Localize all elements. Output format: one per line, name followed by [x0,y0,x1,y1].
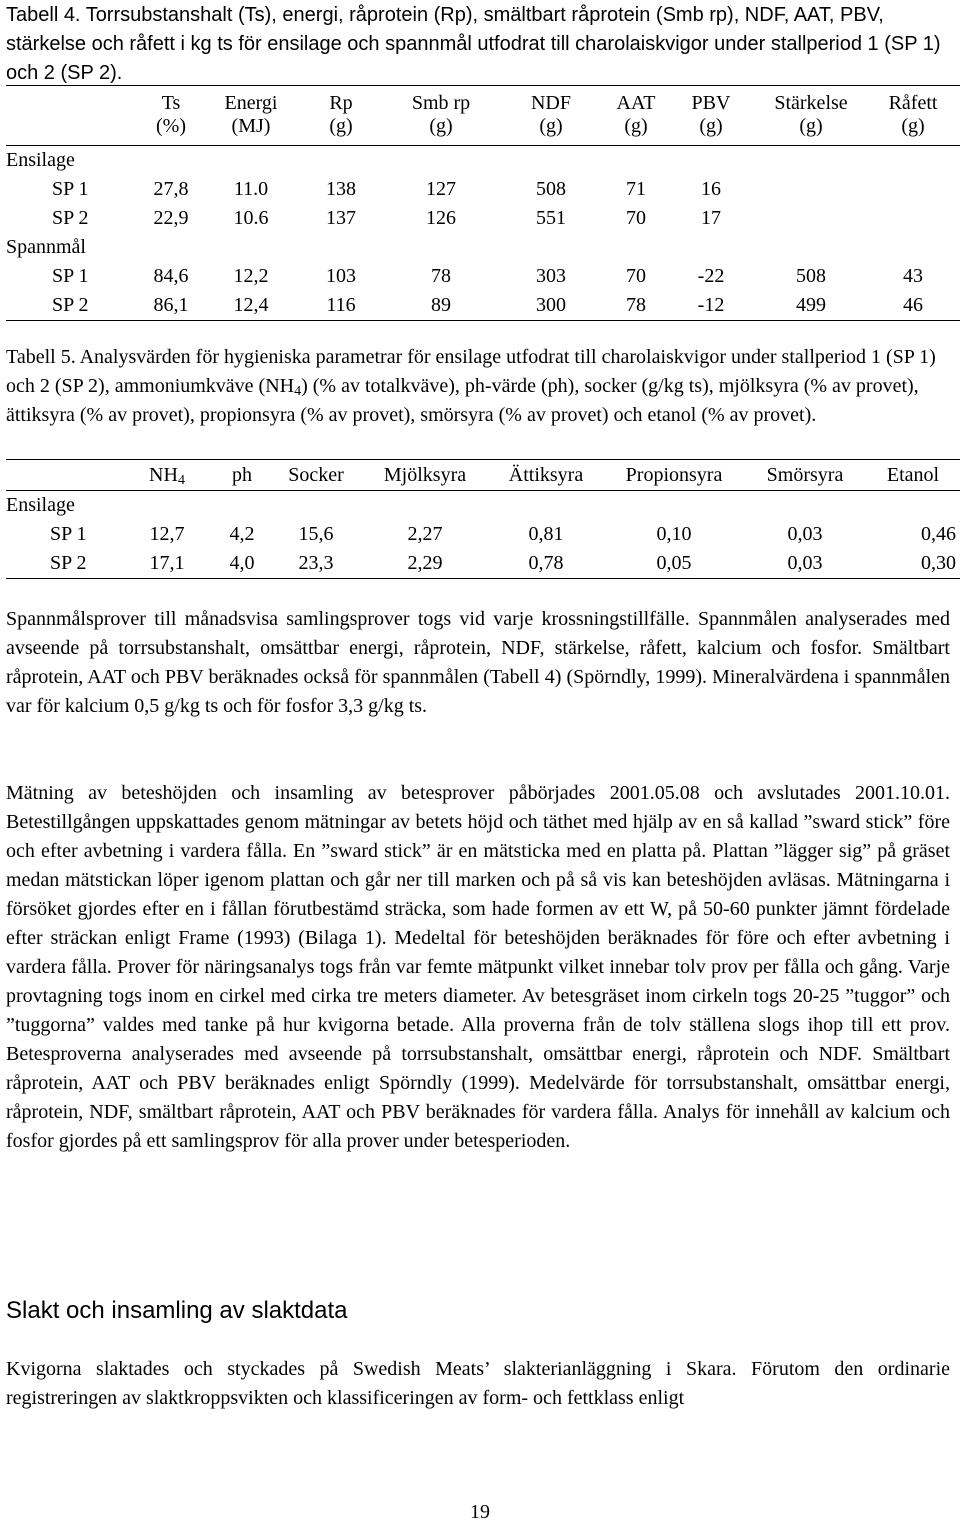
table5-col-name: Etanol [866,460,960,491]
table4-cell: 70 [626,265,646,287]
table5-col-name: NH [149,463,178,486]
table5-cell: 0,05 [656,552,692,574]
table4-cell: 17 [701,207,721,229]
table4-col-unit: (MJ) [206,115,296,146]
table4-col-name: Stärkelse [774,92,848,114]
table5-col-name: Mjölksyra [362,460,488,491]
table4-cell: 10.6 [233,207,269,229]
table-row [6,291,960,321]
table4-col-unit: (g) [866,115,960,146]
page-number: 19 [470,1501,490,1523]
table5-col-name: Propionsyra [604,460,744,491]
table4-col-name: AAT [616,92,656,114]
table5-row-label: SP 1 [50,523,87,545]
paragraph-grain-samples: Spannmålsprover till månadsvisa samlingsprover togs vid varje krossningstillfälle. Spannmålen analyserades med avseende på torrsubstanshalt, omsättbar energi, råprotein, NDF, stärkelse, råfett, kalcium och fosfor. Smältbart råprotein, AAT och PBV beräknades också för spannmålen (Tabell 4) (Spörndly, 1999). Mineralvärdena i spannmålen var för kalcium 0,5 g/kg ts och för fosfor 3,3 g/kg ts. [6,608,950,717]
table4-group-label: Spannmål [6,236,86,258]
table4-cell [756,204,866,233]
table5-cell: 0,10 [656,523,692,545]
table4-cell: 46 [903,294,923,316]
table4-cell: 103 [326,265,356,287]
table5-cell: 15,6 [298,523,334,545]
table4-cell: -12 [697,294,725,316]
table4-row-label: SP 2 [52,207,89,229]
table5-cell: 0,03 [787,523,823,545]
table5-col-name: Ättiksyra [488,460,604,491]
table-row [6,549,960,579]
table5-col-nh4 [120,460,214,491]
table4-corner [6,86,136,116]
table4-cell: 138 [326,178,356,200]
table4-col-name: Ts [161,92,181,114]
table4-cell: -22 [697,265,725,287]
table4-col-name: Energi [224,92,278,114]
table4-col-unit: (g) [296,115,386,146]
table4-header-units [6,115,960,146]
table5-caption-text: ) (% av totalkväve), ph-värde (ph), socker (g/kg ts), mjölksyra (% av provet), ättiksyra (% av provet), propionsyra (% av provet), smörsyra (% av provet) och etanol (% av provet). [6,375,919,426]
table4-group-row [6,146,960,176]
table4-caption: Tabell 4. Torrsubstanshalt (Ts), energi, råprotein (Rp), smältbart råprotein (Smb rp), NDF, AAT, PBV, stärkelse och råfett i kg ts för ensilage och spannmål utfodrat till charolaiskvigor under stallperiod 1 (SP 1) och 2 (SP 2). [6,4,941,84]
table5-cell: 0,46 [921,523,956,545]
table4-cell: 551 [536,207,566,229]
table5 [6,459,960,579]
table4-cell: 12,4 [233,294,269,316]
table-row [6,204,960,233]
table5-corner [6,460,120,491]
table5-cell: 23,3 [298,552,334,574]
table5-cell: 2,27 [407,523,443,545]
table-row [6,175,960,204]
table4-col-name: Rp [329,92,353,114]
table4-cell: 78 [626,294,646,316]
table-row [6,520,960,549]
table4-header-names [6,86,960,116]
table4-col-name: Smb rp [411,92,471,114]
table4-cell: 127 [426,178,456,200]
table5-cell: 0,03 [787,552,823,574]
table5-caption-text: Tabell 5. Analysvärden för hygieniska parametrar för ensilage utfodrat till charolaiskvigor under stallperiod 1 (SP 1) och 2 (SP 2), ammoniumkväve (NH [6,346,936,397]
table5-cell: 2,29 [407,552,443,574]
table5-group-label: Ensilage [6,494,75,516]
table5-col-name: Smörsyra [744,460,866,491]
table5-caption-subscript: 4 [294,384,302,399]
table4-col-name: Råfett [888,92,938,114]
table4-cell: 116 [326,294,356,316]
table4-cell: 508 [796,265,826,287]
table4-row-label: SP 1 [52,265,89,287]
table4-corner [6,115,136,146]
table5-caption [6,343,956,430]
table4-col-unit: (g) [666,115,756,146]
table4-cell: 16 [701,178,721,200]
table5-col-name: ph [214,460,270,491]
table4-cell: 12,2 [233,265,269,287]
table4-cell [756,175,866,204]
table4-cell: 303 [536,265,566,287]
table5-cell: 17,1 [149,552,185,574]
table5-cell: 4,0 [229,552,255,574]
table4-cell: 22,9 [153,207,189,229]
table4-cell: 78 [431,265,451,287]
section-heading: Slakt och insamling av slaktdata [6,1297,348,1324]
table4-col-unit: (%) [136,115,206,146]
table4-cell: 11.0 [233,178,269,200]
paragraph-slaughter: Kvigorna slaktades och styckades på Swedish Meats’ slakterianläggning i Skara. Förutom den ordinarie registreringen av slaktkroppsvikten och klassificeringen av form- och fettklass enligt [6,1358,950,1409]
table4-cell [866,204,960,233]
table5-col-name: Socker [270,460,362,491]
paragraph-pasture-measurement: Mätning av beteshöjden och insamling av betesprover påbörjades 2001.05.08 och avslutades 2001.10.01. Betestillgången uppskattades genom mätningar av betets höjd och täthet med hjälp av en så kallad ”sward stick” före och efter avbetning i vardera fålla. En ”sward stick” är en mätsticka med en platta på. Plattan ”lägger sig” på gräset medan mätstickan löper igenom plattan och går ner till marken och på så vis kan beteshöjden avläsas. Mätningarna i försöket gjordes efter en i fållan förutbestämd sträcka, som hade formen av ett W, på 50-60 punkter jämnt fördelade efter sträckan enligt Frame (1993) (Bilaga 1). Medeltal för beteshöjden beräknades för före och efter avbetning i vardera fålla. Prover för näringsanalys togs från var femte mätpunkt vilket innebar tolv prov per fålla och gång. Varje provtagning togs inom en cirkel med cirka tre meters diameter. Av betesgräset inom cirkeln togs 20-25 ”tuggor” och ”tuggorna” valdes med tanke på hur kvigorna betade. Alla proverna från de tolv ställena slogs ihop till ett prov. Betesproverna analyserades med avseende på torrsubstanshalt, omsättbar energi, råprotein och NDF. Smältbart råprotein, AAT och PBV beräknades enligt Spörndly (1999). Medelvärde för torrsubstanshalt, omsättbar energi, råprotein, NDF, smältbart råprotein, AAT och PBV beräknades för vardera fålla. Analys för innehåll av kalcium och fosfor gjordes på ett samlingsprov för alla prover under betesperioden. [6,782,950,1152]
table4-cell: 70 [626,207,646,229]
table4-cell: 71 [626,178,646,200]
table4 [6,85,960,321]
table-row [6,262,960,291]
table4-col-unit: (g) [496,115,606,146]
table5-col-subscript: 4 [177,472,185,488]
table5-cell: 4,2 [229,523,255,545]
table5-cell: 0,30 [921,552,956,574]
table5-header [6,460,960,491]
table4-cell: 300 [536,294,566,316]
table4-row-label: SP 2 [52,294,89,316]
table4-col-name: NDF [530,92,571,114]
table4-col-unit: (g) [386,115,496,146]
table4-cell: 43 [903,265,923,287]
table5-row-label: SP 2 [50,552,87,574]
table4-cell: 89 [431,294,451,316]
table4-col-unit: (g) [606,115,666,146]
table4-cell: 126 [426,207,456,229]
table4-cell: 27,8 [153,178,189,200]
table5-cell: 0,78 [528,552,564,574]
table5-cell: 0,81 [528,523,564,545]
table4-cell [866,175,960,204]
table4-cell: 508 [536,178,566,200]
table4-row-label: SP 1 [52,178,89,200]
table4-cell: 84,6 [153,265,189,287]
table4-group-label: Ensilage [6,149,75,171]
table5-cell: 12,7 [149,523,185,545]
table4-group-row [6,233,960,262]
table4-col-name: PBV [691,92,731,114]
table4-cell: 499 [796,294,826,316]
table4-col-unit: (g) [756,115,866,146]
table4-cell: 137 [326,207,356,229]
table5-group-row [6,491,960,521]
table4-cell: 86,1 [153,294,189,316]
